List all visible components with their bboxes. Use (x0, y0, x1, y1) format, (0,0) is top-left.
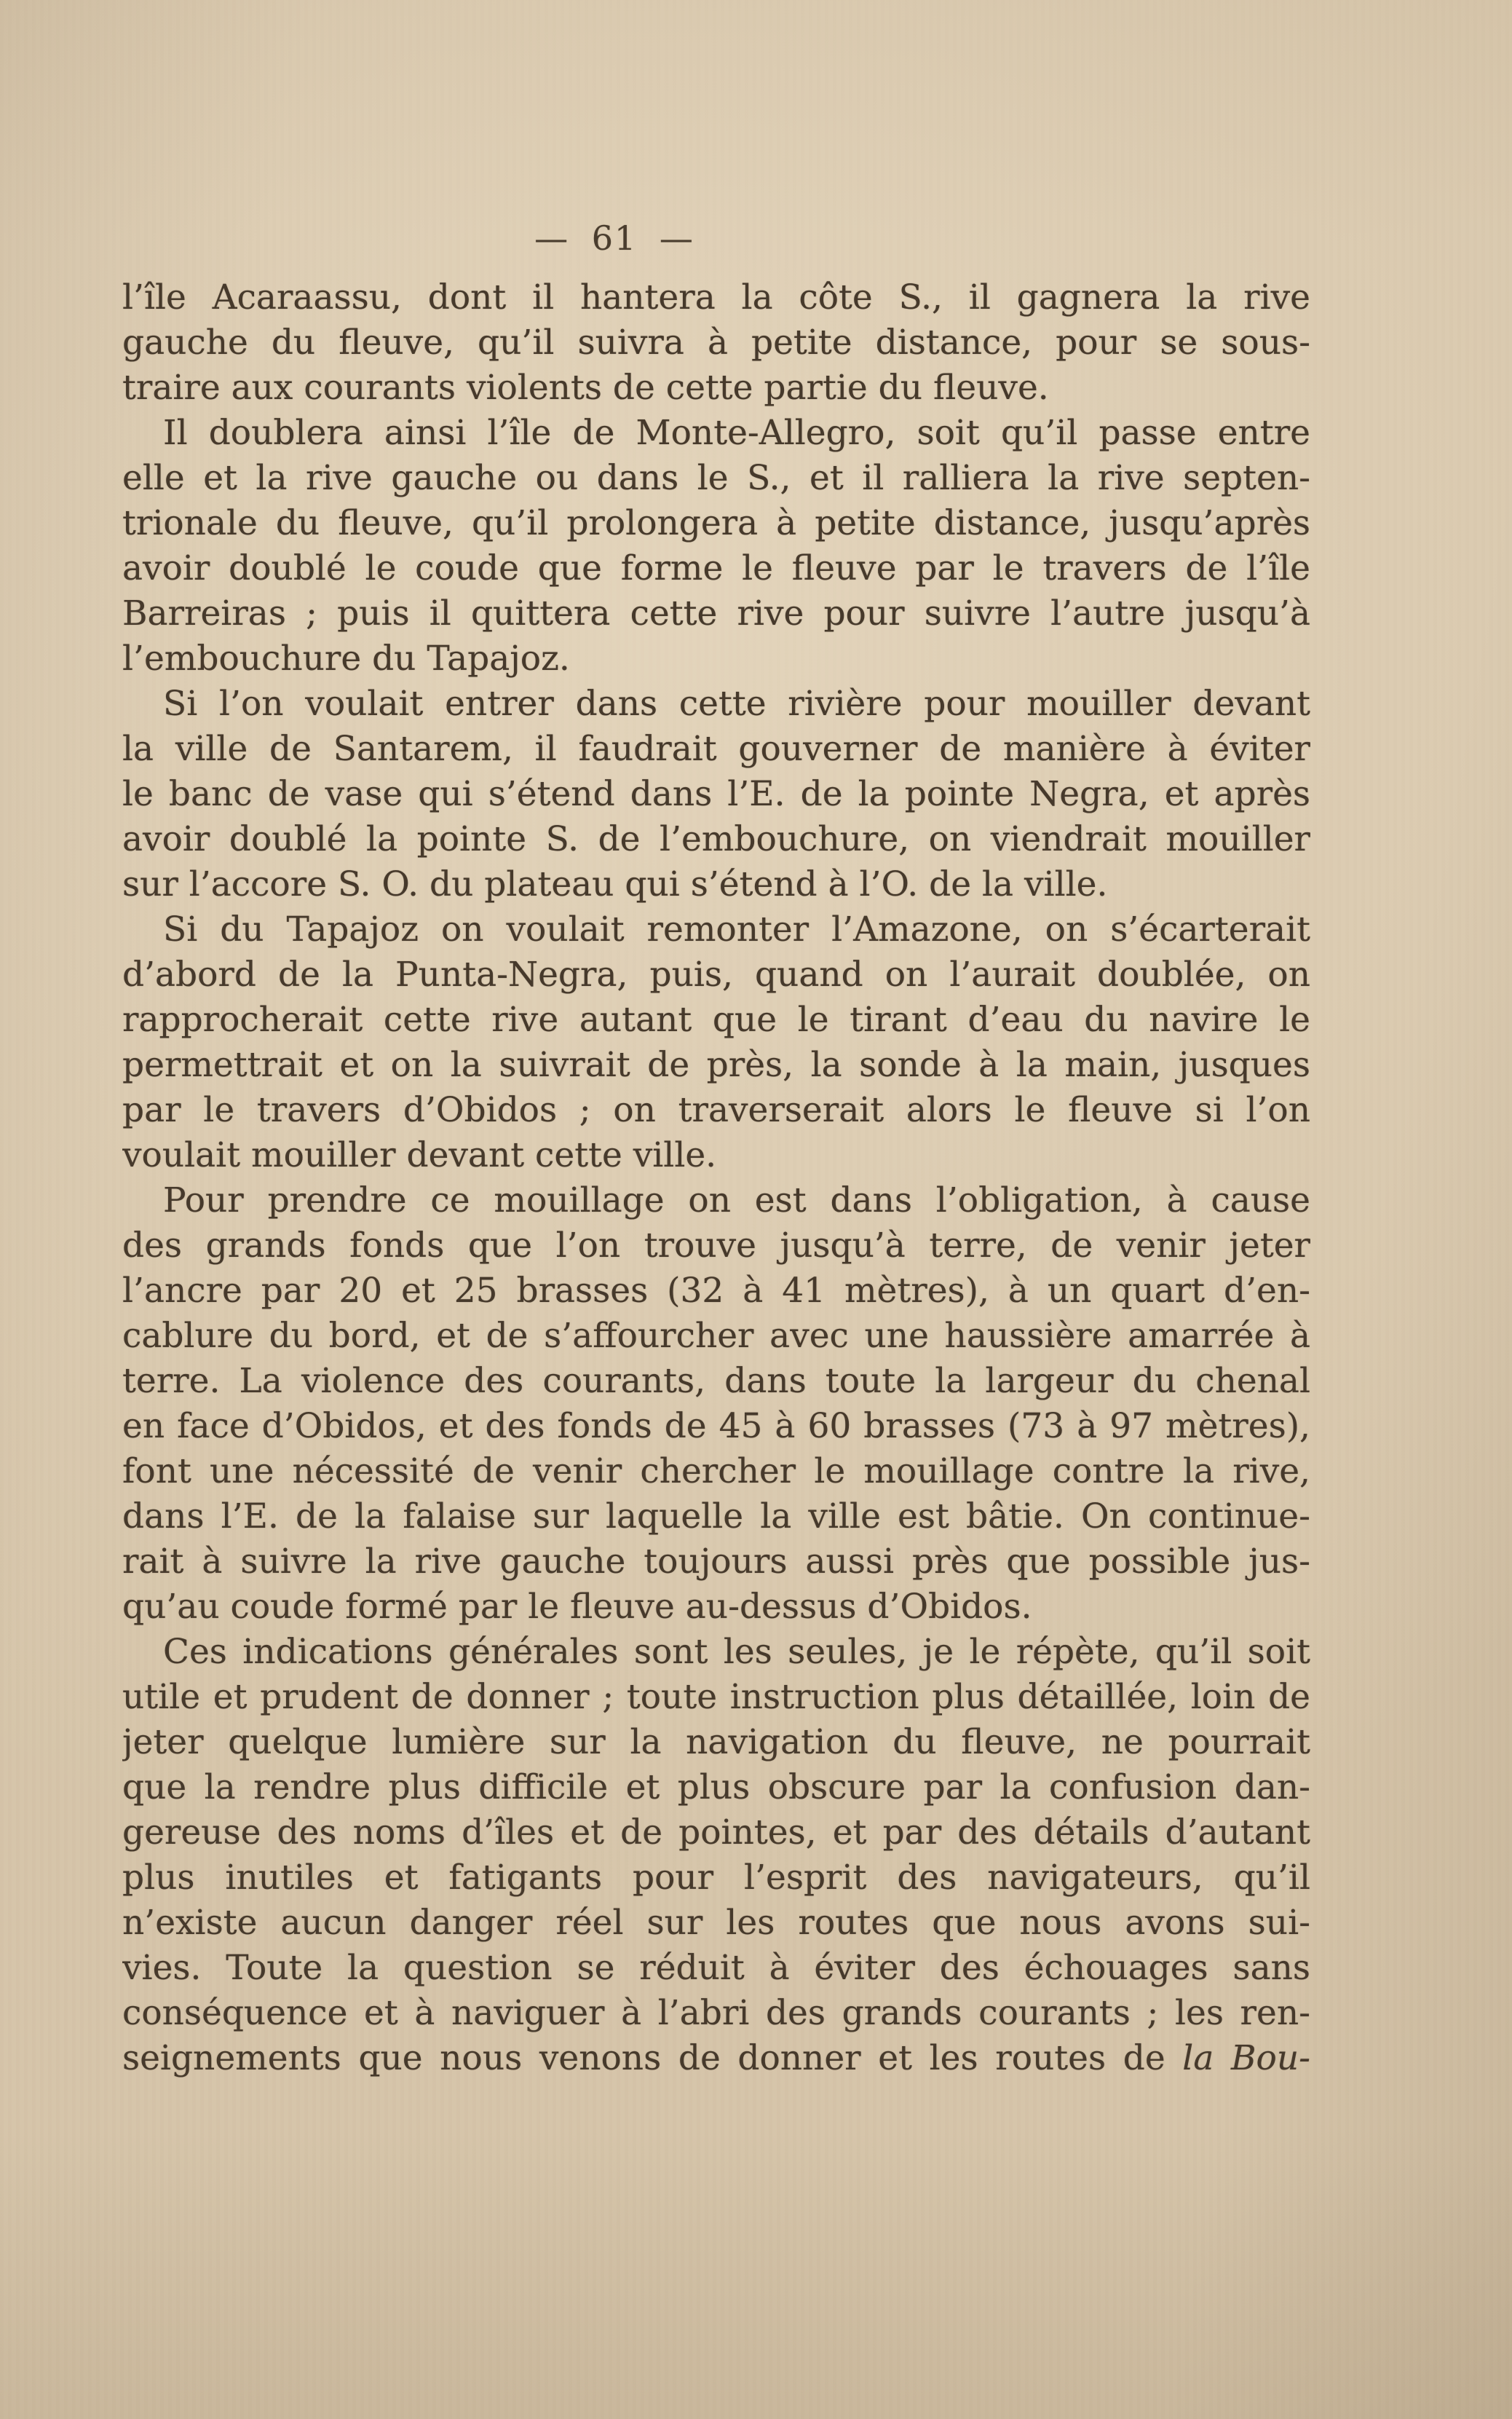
text-line-37: n’existe aucun danger réel sur les routes que nous avons sui- (122, 1903, 1310, 1943)
page-number: — 61 — (534, 218, 694, 258)
text-line-25: terre. La violence des courants, dans toute la largeur du chenal (122, 1361, 1310, 1401)
text-line-36: plus inutiles et fatigants pour l’esprit des navigateurs, qu’il (122, 1858, 1310, 1898)
text-line-21: Pour prendre ce mouillage on est dans l’obligation, à cause (163, 1180, 1310, 1220)
text-line-39: conséquence et à naviguer à l’abri des grands courants ; les ren- (122, 1993, 1310, 2033)
text-line-8: Barreiras ; puis il quittera cette rive pour suivre l’autre jusqu’à (122, 593, 1310, 634)
text-line-5: elle et la rive gauche ou dans le S., et il ralliera la rive septen- (122, 458, 1310, 498)
text-line-16: d’abord de la Punta-Negra, puis, quand on l’aurait doublée, on (122, 955, 1310, 995)
text-line-2: gauche du fleuve, qu’il suivra à petite distance, pour se sous- (122, 323, 1310, 363)
text-line-28: dans l’E. de la falaise sur laquelle la ville est bâtie. On continue- (122, 1496, 1310, 1536)
text-line-30: qu’au coude formé par le fleuve au-dessus d’Obidos. (122, 1587, 1032, 1627)
text-column (122, 216, 1310, 2081)
text-line-19: par le travers d’Obidos ; on traverserait alors le fleuve si l’on (122, 1090, 1310, 1130)
text-line-29: rait à suivre la rive gauche toujours aussi près que possible jus- (122, 1542, 1310, 1582)
text-line-1: l’île Acaraassu, dont il hantera la côte S., il gagnera la rive (122, 277, 1310, 317)
text-line-11: la ville de Santarem, il faudrait gouverner de manière à éviter (122, 729, 1310, 769)
text-line-35: gereuse des noms d’îles et de pointes, et par des détails d’autant (122, 1812, 1310, 1852)
text-line-38: vies. Toute la question se réduit à éviter des échouages sans (122, 1948, 1310, 1988)
text-line-26: en face d’Obidos, et des fonds de 45 à 60 brasses (73 à 97 mètres), (122, 1406, 1310, 1446)
text-line-27: font une nécessité de venir chercher le mouillage contre la rive, (122, 1451, 1310, 1491)
text-line-40: seignements que nous venons de donner et les routes de la Bou- (122, 2038, 1310, 2078)
text-line-13: avoir doublé la pointe S. de l’embouchure, on viendrait mouiller (122, 819, 1310, 859)
text-line-34: que la rendre plus difficile et plus obscure par la confusion dan- (122, 1767, 1310, 1807)
text-line-33: jeter quelque lumière sur la navigation du fleuve, ne pourrait (122, 1722, 1310, 1762)
text-line-23: l’ancre par 20 et 25 brasses (32 à 41 mètres), à un quart d’en- (122, 1271, 1310, 1311)
text-line-14: sur l’accore S. O. du plateau qui s’étend à l’O. de la ville. (122, 864, 1108, 904)
text-line-31: Ces indications générales sont les seules, je le répète, qu’il soit (163, 1632, 1310, 1672)
text-line-3: traire aux courants violents de cette partie du fleuve. (122, 368, 1049, 408)
text-line-4: Il doublera ainsi l’île de Monte-Allegro, soit qu’il passe entre (163, 413, 1310, 453)
text-line-10: Si l’on voulait entrer dans cette rivière pour mouiller devant (163, 684, 1310, 724)
text-line-22: des grands fonds que l’on trouve jusqu’à terre, de venir jeter (122, 1226, 1310, 1266)
text-line-15: Si du Tapajoz on voulait remonter l’Amazone, on s’écarterait (163, 909, 1310, 950)
text-line-6: trionale du fleuve, qu’il prolongera à petite distance, jusqu’après (122, 503, 1310, 543)
text-line-20: voulait mouiller devant cette ville. (122, 1135, 717, 1175)
text-line-24: cablure du bord, et de s’affourcher avec une haussière amarrée à (122, 1316, 1310, 1356)
text-line-9: l’embouchure du Tapajoz. (122, 639, 570, 679)
text-line-17: rapprocherait cette rive autant que le tirant d’eau du navire le (122, 1000, 1310, 1040)
text-line-18: permettrait et on la suivrait de près, la sonde à la main, jusques (122, 1045, 1310, 1085)
text-block (122, 275, 1310, 2081)
text-line-7: avoir doublé le coude que forme le fleuve par le travers de l’île (122, 548, 1310, 588)
text-line-12: le banc de vase qui s’étend dans l’E. de la pointe Negra, et après (122, 774, 1310, 814)
text-line-32: utile et prudent de donner ; toute instruction plus détaillée, loin de (122, 1677, 1310, 1717)
